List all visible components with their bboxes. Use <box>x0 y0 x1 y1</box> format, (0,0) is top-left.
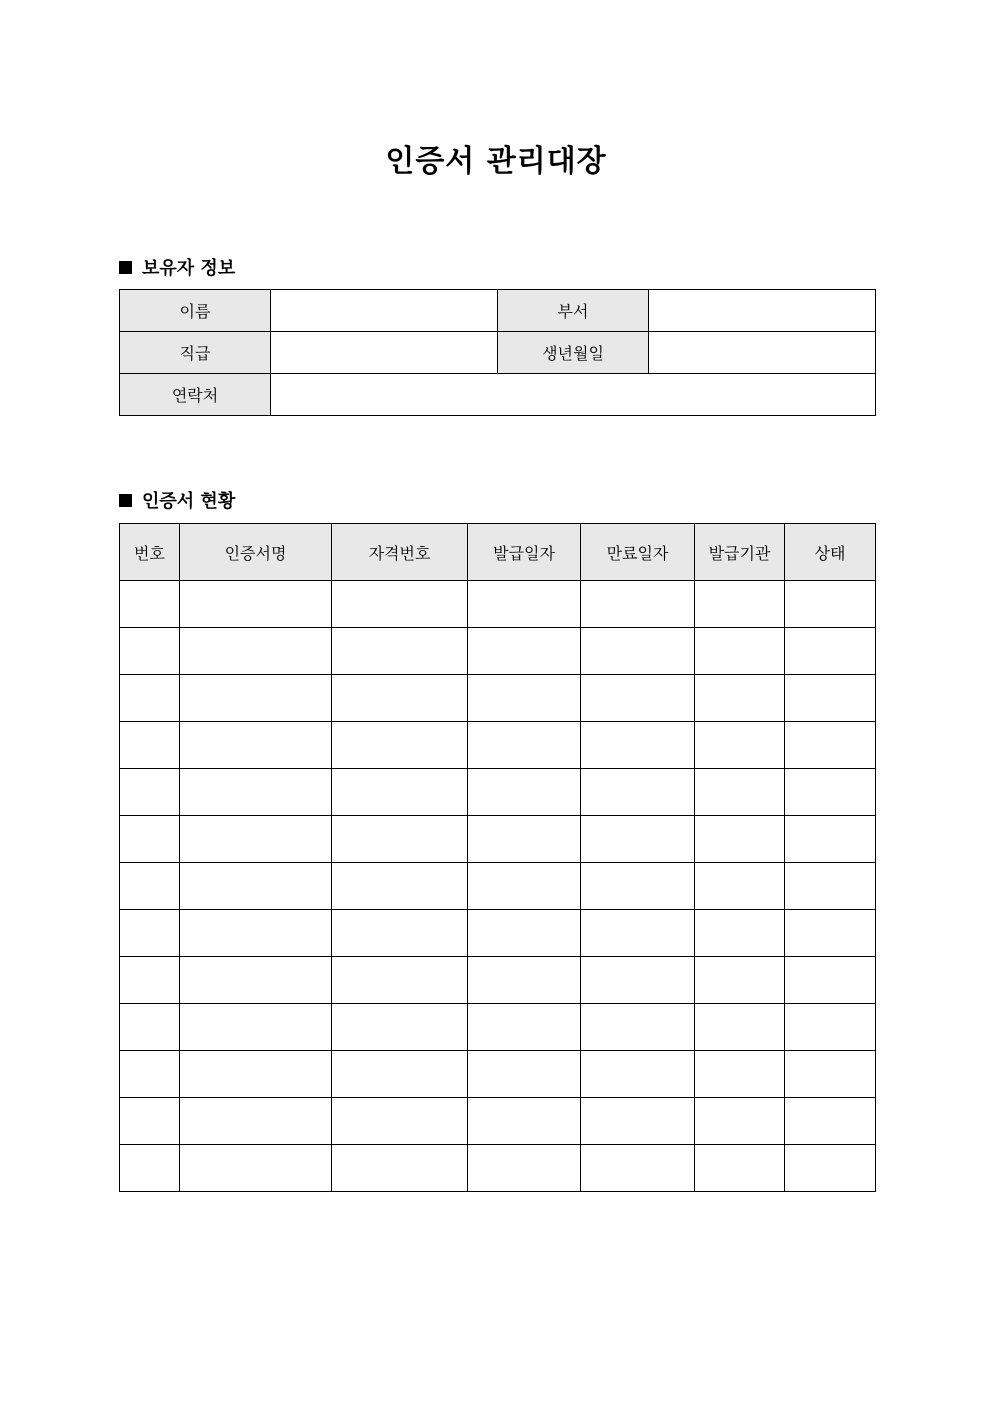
issuer-cell[interactable] <box>695 581 785 628</box>
issuer-cell[interactable] <box>695 1145 785 1192</box>
expiry-date-cell[interactable] <box>581 1051 695 1098</box>
table-row <box>120 863 876 910</box>
position-label: 직급 <box>120 332 271 374</box>
expiry-date-cell[interactable] <box>581 957 695 1004</box>
number-cell[interactable] <box>120 1051 180 1098</box>
table-row <box>120 910 876 957</box>
qualification-no-cell[interactable] <box>332 628 468 675</box>
status-cell[interactable] <box>785 816 876 863</box>
cert-name-cell[interactable] <box>180 1145 332 1192</box>
issue-date-cell[interactable] <box>468 1051 581 1098</box>
cert-section-title: 인증서 현황 <box>142 491 236 512</box>
expiry-date-cell[interactable] <box>581 675 695 722</box>
table-row <box>120 1145 876 1192</box>
qualification-no-cell[interactable] <box>332 816 468 863</box>
cert-name-cell[interactable] <box>180 1051 332 1098</box>
issuer-cell[interactable] <box>695 1004 785 1051</box>
owner-section-title: 보유자 정보 <box>142 258 236 279</box>
table-row <box>120 722 876 769</box>
contact-field[interactable] <box>271 374 876 416</box>
cert-section-heading <box>119 487 235 513</box>
issuer-cell[interactable] <box>695 816 785 863</box>
qualification-no-cell[interactable] <box>332 675 468 722</box>
department-label: 부서 <box>498 290 649 332</box>
table-row <box>120 1098 876 1145</box>
issue-date-cell[interactable] <box>468 675 581 722</box>
issuer-cell[interactable] <box>695 910 785 957</box>
issue-date-cell[interactable] <box>468 581 581 628</box>
qualification-no-cell[interactable] <box>332 1145 468 1192</box>
number-cell[interactable] <box>120 1145 180 1192</box>
table-row <box>120 1051 876 1098</box>
cert-name-cell[interactable] <box>180 675 332 722</box>
black-square-icon <box>119 494 132 507</box>
document-title: 인증서 관리대장 <box>385 144 607 179</box>
cert-name-cell[interactable] <box>180 957 332 1004</box>
col-cert-name-header: 인증서명 <box>180 524 332 581</box>
black-square-icon <box>119 261 132 274</box>
issue-date-cell[interactable] <box>468 816 581 863</box>
issue-date-cell[interactable] <box>468 863 581 910</box>
cert-name-cell[interactable] <box>180 816 332 863</box>
status-cell[interactable] <box>785 957 876 1004</box>
status-cell[interactable] <box>785 1051 876 1098</box>
expiry-date-cell[interactable] <box>581 816 695 863</box>
expiry-date-cell[interactable] <box>581 722 695 769</box>
issue-date-cell[interactable] <box>468 1098 581 1145</box>
number-cell[interactable] <box>120 769 180 816</box>
number-cell[interactable] <box>120 1098 180 1145</box>
qualification-no-cell[interactable] <box>332 910 468 957</box>
status-cell[interactable] <box>785 1004 876 1051</box>
birthdate-field[interactable] <box>649 332 876 374</box>
owner-section-heading <box>119 254 235 280</box>
col-qualification-no-header: 자격번호 <box>332 524 468 581</box>
issue-date-cell[interactable] <box>468 769 581 816</box>
contact-label: 연락처 <box>120 374 271 416</box>
cert-name-cell[interactable] <box>180 863 332 910</box>
name-label: 이름 <box>120 290 271 332</box>
status-cell[interactable] <box>785 1098 876 1145</box>
table-body <box>120 581 876 1192</box>
table-row <box>120 581 876 628</box>
table-header-row <box>120 524 876 581</box>
qualification-no-cell[interactable] <box>332 722 468 769</box>
col-issue-date-header: 발급일자 <box>468 524 581 581</box>
issuer-cell[interactable] <box>695 957 785 1004</box>
owner-row-2 <box>120 332 876 374</box>
issuer-cell[interactable] <box>695 675 785 722</box>
status-cell[interactable] <box>785 722 876 769</box>
col-issuer-header: 발급기관 <box>695 524 785 581</box>
issue-date-cell[interactable] <box>468 1004 581 1051</box>
qualification-no-cell[interactable] <box>332 863 468 910</box>
table-row <box>120 628 876 675</box>
birthdate-label: 생년월일 <box>498 332 649 374</box>
table-row <box>120 957 876 1004</box>
department-field[interactable] <box>649 290 876 332</box>
status-cell[interactable] <box>785 628 876 675</box>
issue-date-cell[interactable] <box>468 628 581 675</box>
expiry-date-cell[interactable] <box>581 769 695 816</box>
table-row <box>120 769 876 816</box>
qualification-no-cell[interactable] <box>332 769 468 816</box>
status-cell[interactable] <box>785 581 876 628</box>
table-row <box>120 816 876 863</box>
status-cell[interactable] <box>785 675 876 722</box>
col-number-header: 번호 <box>120 524 180 581</box>
expiry-date-cell[interactable] <box>581 581 695 628</box>
expiry-date-cell[interactable] <box>581 863 695 910</box>
number-cell[interactable] <box>120 1004 180 1051</box>
cert-name-cell[interactable] <box>180 910 332 957</box>
certificate-status-table <box>119 523 876 1192</box>
cert-name-cell[interactable] <box>180 1004 332 1051</box>
cert-name-cell[interactable] <box>180 581 332 628</box>
owner-row-3 <box>120 374 876 416</box>
issue-date-cell[interactable] <box>468 1145 581 1192</box>
status-cell[interactable] <box>785 863 876 910</box>
expiry-date-cell[interactable] <box>581 628 695 675</box>
expiry-date-cell[interactable] <box>581 1098 695 1145</box>
number-cell[interactable] <box>120 910 180 957</box>
col-status-header: 상태 <box>785 524 876 581</box>
position-field[interactable] <box>271 332 498 374</box>
qualification-no-cell[interactable] <box>332 581 468 628</box>
cert-name-cell[interactable] <box>180 722 332 769</box>
number-cell[interactable] <box>120 581 180 628</box>
number-cell[interactable] <box>120 863 180 910</box>
issue-date-cell[interactable] <box>468 910 581 957</box>
issuer-cell[interactable] <box>695 722 785 769</box>
expiry-date-cell[interactable] <box>581 1004 695 1051</box>
number-cell[interactable] <box>120 675 180 722</box>
table-row <box>120 675 876 722</box>
cert-name-cell[interactable] <box>180 769 332 816</box>
issue-date-cell[interactable] <box>468 957 581 1004</box>
cert-name-cell[interactable] <box>180 628 332 675</box>
issuer-cell[interactable] <box>695 628 785 675</box>
issuer-cell[interactable] <box>695 863 785 910</box>
status-cell[interactable] <box>785 769 876 816</box>
number-cell[interactable] <box>120 722 180 769</box>
issuer-cell[interactable] <box>695 1098 785 1145</box>
status-cell[interactable] <box>785 910 876 957</box>
status-cell[interactable] <box>785 1145 876 1192</box>
col-expiry-date-header: 만료일자 <box>581 524 695 581</box>
issuer-cell[interactable] <box>695 1051 785 1098</box>
expiry-date-cell[interactable] <box>581 1145 695 1192</box>
number-cell[interactable] <box>120 628 180 675</box>
qualification-no-cell[interactable] <box>332 1051 468 1098</box>
qualification-no-cell[interactable] <box>332 957 468 1004</box>
qualification-no-cell[interactable] <box>332 1098 468 1145</box>
name-field[interactable] <box>271 290 498 332</box>
expiry-date-cell[interactable] <box>581 910 695 957</box>
issue-date-cell[interactable] <box>468 722 581 769</box>
owner-info-table <box>119 289 876 416</box>
qualification-no-cell[interactable] <box>332 1004 468 1051</box>
table-row <box>120 1004 876 1051</box>
issuer-cell[interactable] <box>695 769 785 816</box>
number-cell[interactable] <box>120 816 180 863</box>
owner-row-1 <box>120 290 876 332</box>
number-cell[interactable] <box>120 957 180 1004</box>
cert-name-cell[interactable] <box>180 1098 332 1145</box>
